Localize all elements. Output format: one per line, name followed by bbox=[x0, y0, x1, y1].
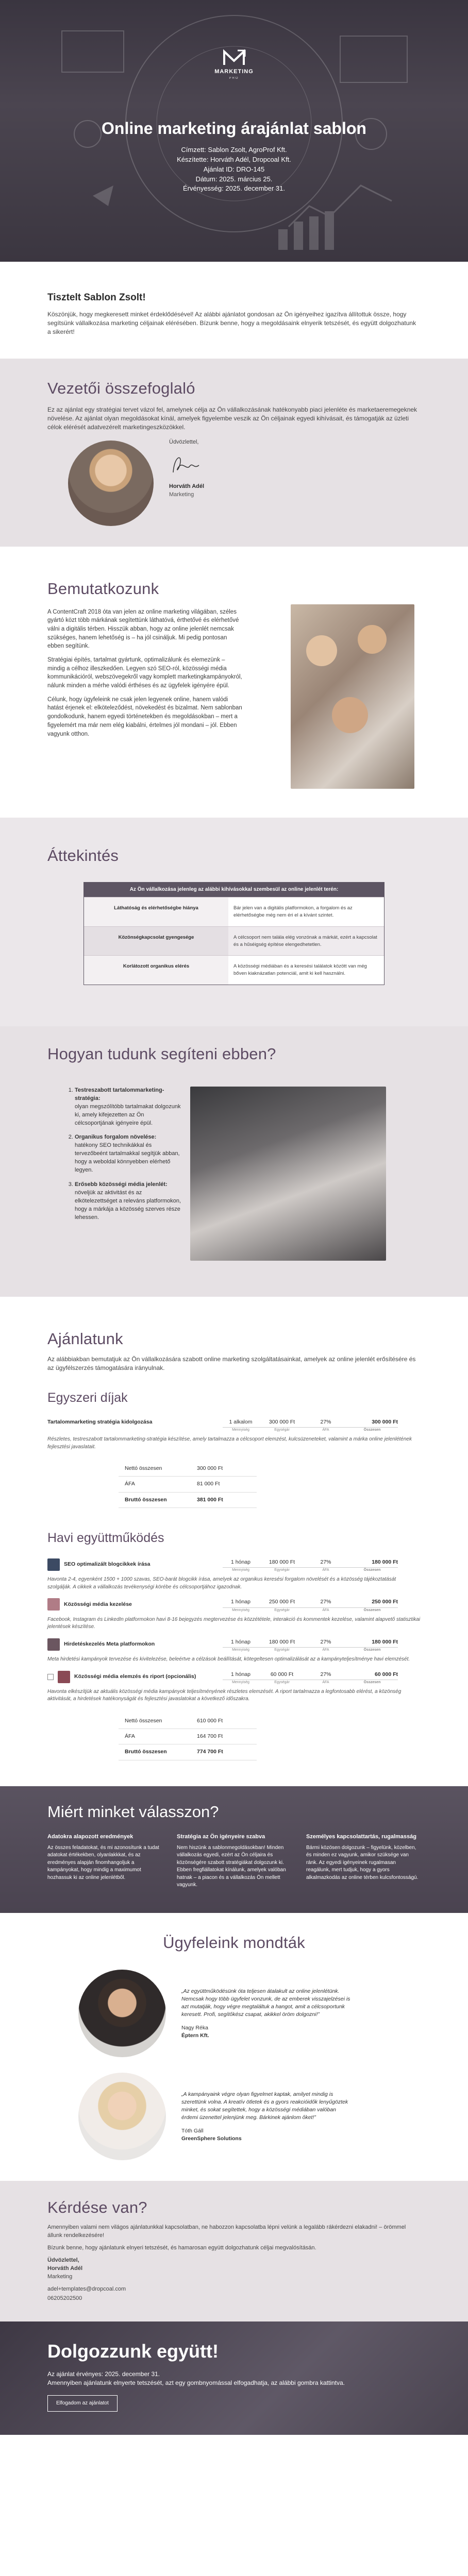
greeting-title: Tisztelt Sablon Zsolt! bbox=[47, 292, 146, 303]
item-vat: 27% bbox=[320, 1599, 331, 1605]
list-item bbox=[75, 1087, 184, 1128]
item-name: Közösségi média kezelése bbox=[64, 1601, 132, 1607]
logo-subtitle: PRO bbox=[229, 76, 239, 80]
item-desc: Meta hirdetési kampányok tervezése és kivitelezése, beleértve a célzások beállítását, kötegeltesen optimalizálását az a kampányteljesítménye havi elemzését. bbox=[47, 1656, 410, 1663]
vat-label: ÁFA bbox=[305, 1607, 346, 1613]
client-name: Tóth Gáll bbox=[181, 2127, 204, 2134]
item-desc: Havonta elkészítjük az aktuális közösségi média kampányok teljesítményének részletes elemzését. A riport tartalmazza a legfontosabb elérést, a közönség aktivitását, a hirdetések hatékonyságát és fejlesztési javaslatokat a következő időszakra. bbox=[47, 1688, 402, 1702]
item-total: 250 000 Ft bbox=[372, 1599, 398, 1605]
executive-summary bbox=[0, 359, 468, 547]
price-label: Egységár bbox=[259, 1680, 305, 1685]
item-qty: 1 hónap bbox=[231, 1638, 250, 1645]
totals-label: Bruttó összesen bbox=[125, 1496, 167, 1503]
testimonials-title: Ügyfeleink mondták bbox=[163, 1933, 305, 1952]
report-thumb-icon bbox=[58, 1671, 70, 1683]
row-key: Korlátozott organikus elérés bbox=[84, 956, 228, 985]
item-qty: 1 alkalom bbox=[229, 1418, 253, 1425]
totals-value: 610 000 Ft bbox=[197, 1717, 223, 1724]
item-text: hatékony SEO technikákkal és tervezőbeént tartalmakkal segítjük abban, hogy a weboldal könnyebben elérhető legyen. bbox=[75, 1142, 180, 1174]
totals-value: 381 000 Ft bbox=[197, 1496, 223, 1503]
closing-title: Dolgozzunk együtt! bbox=[47, 2340, 219, 2362]
help-title: Hogyan tudunk segíteni ebben? bbox=[47, 1044, 276, 1063]
offer-section bbox=[0, 1297, 468, 1786]
offer-intro: Az alábbiakban bemutatjuk az Ön vállalkozására szabott online marketing szolgáltatásainkat, amelyek az online jelenlét erősítésére és az ügyfélszerzés támogatására irányulnak. bbox=[47, 1355, 416, 1372]
total-label: Összesen bbox=[346, 1427, 398, 1433]
logo-title: MARKETING bbox=[214, 69, 254, 75]
why-title: Miért minket válasszon? bbox=[47, 1802, 219, 1821]
item-text: növeljük az aktivitást és az elkötelezettséget a releváns platformokon, hogy a márkája a közösség szerves része lehessen. bbox=[75, 1190, 181, 1221]
row-key: Láthatóság és elérhetőségbe hiánya bbox=[84, 897, 228, 926]
table-row bbox=[84, 926, 384, 956]
price-label: Egységár bbox=[259, 1567, 305, 1573]
one-time-title: Egyszeri díjak bbox=[47, 1390, 128, 1405]
company-logo bbox=[213, 48, 255, 81]
vat-label: ÁFA bbox=[305, 1680, 346, 1685]
total-label: Összesen bbox=[346, 1567, 398, 1573]
totals-value: 164 700 Ft bbox=[197, 1733, 223, 1740]
table-header: Az Ön vállalkozása jelenleg az alábbi kihívásokkal szembesül az online jelenlét terén: bbox=[84, 883, 384, 897]
hero-banner bbox=[0, 0, 468, 262]
item-price: 180 000 Ft bbox=[269, 1559, 295, 1566]
totals-label: ÁFA bbox=[125, 1733, 135, 1740]
regards-text: Üdvözlettel, bbox=[47, 2257, 79, 2264]
closing-validity: Az ajánlat érvényes: 2025. december 31. bbox=[47, 2370, 160, 2378]
testimonial bbox=[47, 2073, 421, 2160]
page-title: Online marketing árajánlat sablon bbox=[102, 119, 366, 138]
qty-label: Mennyiség bbox=[223, 1427, 259, 1433]
offer-title: Ajánlatunk bbox=[47, 1329, 123, 1348]
item-qty: 1 hónap bbox=[231, 1671, 250, 1677]
seo-thumb-icon bbox=[47, 1558, 60, 1571]
item-total: 180 000 Ft bbox=[372, 1638, 398, 1645]
qty-label: Mennyiség bbox=[223, 1647, 259, 1653]
item-price: 300 000 Ft bbox=[269, 1418, 295, 1425]
regards-text: Üdvözlettel, bbox=[169, 438, 199, 445]
client-name: Nagy Réka bbox=[181, 2024, 208, 2031]
totals-value: 774 700 Ft bbox=[197, 1749, 223, 1755]
contact-role: Marketing bbox=[47, 2274, 73, 2280]
list-item bbox=[75, 1133, 184, 1175]
item-vat: 27% bbox=[320, 1418, 331, 1425]
total-label: Összesen bbox=[346, 1680, 398, 1685]
closing-text: Amennyiben ajánlatunk elnyerte tetszését, azt egy gombnyomással elfogadhatja, az alábbi gombra kattintva. bbox=[47, 2379, 345, 2387]
contact-text: Amennyiben valami nem világos ajánlatunkkal kapcsolatban, ne habozzon kapcsolatba lépni velünk a legalább rákérdezni elakadni! – örömmel állunk rendelkezésére! bbox=[47, 2224, 406, 2239]
total-label: Összesen bbox=[346, 1607, 398, 1613]
list-item bbox=[75, 1181, 184, 1222]
vat-label: ÁFA bbox=[305, 1427, 346, 1433]
why-column bbox=[47, 1833, 162, 1889]
meta-id: Ajánlat ID: DRO-145 bbox=[203, 165, 265, 173]
price-label: Egységár bbox=[259, 1427, 305, 1433]
meta-author: Készítette: Horváth Adél, Dropcoal Kft. bbox=[177, 155, 291, 163]
desk-photo bbox=[190, 1087, 386, 1261]
line-item bbox=[47, 1636, 421, 1655]
item-name: SEO optimalizált blogcikkek írása bbox=[64, 1561, 151, 1568]
row-value: Bár jelen van a digitális platformokon, a forgalom és az elérhetőségbe még nem éri el a kívánt szintet. bbox=[228, 897, 384, 926]
item-text: olyan megszólítóbb tartalmakat dolgozunk ki, amely kifejezetten az Ön célcsoportjának igényeire épül. bbox=[75, 1103, 181, 1126]
accept-offer-button[interactable]: Elfogadom az ajánlatot bbox=[47, 2395, 118, 2412]
contact-email[interactable]: adel+templates@dropcoal.com bbox=[47, 2286, 126, 2292]
meta-recipient: Címzett: Sablon Zsolt, AgroProf Kft. bbox=[181, 146, 287, 154]
item-price: 250 000 Ft bbox=[269, 1599, 295, 1605]
item-desc: Havonta 2-4, egyenként 1500 + 1000 szavas, SEO-barát blogcikk írása, amelyek az organikus keresési forgalom növelését és a közösség tájékoztatását szolgálják. A cikkek a vállalkozás tevékenységi körébe és célcsoportjához igazodnak. bbox=[47, 1577, 396, 1590]
item-desc: Facebook, Instagram és LinkedIn platformokon havi 8-16 bejegyzés megtervezése és közzététele, interakció és kommentek kezelése, valamint alapvető statisztikai jelentések készítése. bbox=[47, 1616, 421, 1630]
contact-text: Bízunk benne, hogy ajánlatunk elnyeri tetszését, és hamarosan együtt dolgozhatunk céljai megvalósításán. bbox=[47, 2245, 316, 2251]
contact-signature bbox=[47, 2257, 421, 2281]
contact-section bbox=[0, 2181, 468, 2321]
item-name: Közösségi média elemzés és riport (opcionális) bbox=[74, 1673, 196, 1680]
contact-title: Kérdése van? bbox=[47, 2198, 147, 2217]
vat-label: ÁFA bbox=[305, 1567, 346, 1573]
totals-value: 300 000 Ft bbox=[197, 1465, 223, 1472]
one-time-totals bbox=[119, 1461, 257, 1508]
closing-section bbox=[0, 2321, 468, 2435]
item-qty: 1 hónap bbox=[231, 1599, 250, 1605]
item-name: Hirdetéskezelés Meta platformokon bbox=[64, 1641, 155, 1648]
qty-label: Mennyiség bbox=[223, 1680, 259, 1685]
item-vat: 27% bbox=[320, 1638, 331, 1645]
vat-label: ÁFA bbox=[305, 1647, 346, 1653]
testimonial bbox=[47, 1970, 421, 2057]
totals-label: Nettó összesen bbox=[125, 1465, 162, 1472]
item-price: 180 000 Ft bbox=[269, 1638, 295, 1645]
team-photo bbox=[291, 604, 414, 789]
summary-text: Ez az ajánlat egy stratégiai tervet vázol fel, amelynek célja az Ön vállalkozásának hatékonyabb piaci jelenléte és marketaeremegeknek növelése. Az ajánlat olyan megoldásokat kínál, amelyek figyelembe veszik az Ön céljainak egyedi kihívásait, és támogatják az üzleti célok elérését adatvezérelt marketingeszközökkel. bbox=[47, 405, 417, 431]
totals-label: Nettó összesen bbox=[125, 1717, 162, 1724]
summary-title: Vezetői összefoglaló bbox=[47, 379, 195, 397]
item-qty: 1 hónap bbox=[231, 1559, 250, 1566]
author-role: Marketing bbox=[169, 491, 194, 498]
item-name: Tartalommarketing stratégia kidolgozása bbox=[47, 1418, 153, 1425]
contact-name: Horváth Adél bbox=[47, 2265, 83, 2272]
why-us-section bbox=[0, 1786, 468, 1913]
ads-thumb-icon bbox=[47, 1638, 60, 1651]
column-text: Az összes feladatokat, és mi azonosítunk a tudat adatokat értékekben, olyanlakkkat, és az eredményes alapján finomhangoljuk a kampányokat, hogy mindig a maximumot hozhassuk ki az online jelenlétből. bbox=[47, 1844, 159, 1880]
logo-m-icon bbox=[222, 48, 246, 67]
author-avatar bbox=[68, 440, 154, 526]
client-company: Éptern Kft. bbox=[181, 2032, 209, 2039]
about-title: Bemutatkozunk bbox=[47, 579, 159, 598]
item-total: 180 000 Ft bbox=[372, 1559, 398, 1566]
line-item bbox=[47, 1669, 421, 1687]
contact-phone[interactable]: 06205202500 bbox=[47, 2295, 82, 2301]
overview-title: Áttekintés bbox=[47, 846, 119, 865]
line-item bbox=[47, 1416, 421, 1435]
overview-section bbox=[0, 818, 468, 1026]
about-paragraph: Stratégiai építés, tartalmat gyártunk, optimalizálunk és elemezünk – mindig a célhoz illeszkedően. Legyen szó SEO-ról, közösségi média kommunikációról, webszövegekről vagy komplett marketingkampányokról, nálunk minden a mérhe valódi érthéses és az ügyfelek igényére épül. bbox=[47, 657, 242, 689]
why-column bbox=[306, 1833, 421, 1889]
meta-validity: Érvényesség: 2025. december 31. bbox=[182, 184, 285, 193]
item-bold: 1. Testreszabott tartalommarketing-stratégia: bbox=[75, 1087, 164, 1101]
item-bold: 2. Organikus forgalom növelése: bbox=[75, 1134, 157, 1141]
greeting-text: Köszönjük, hogy megkeresett minket érdeklődésével! Az alábbi ajánlatot gondosan az Ön igényeihez igazítva állítottuk össze, hogy segítsünk vállalkozása marketing céljainak elérésében. Bízunk benne, hogy a megoldásaink elnyerik tetszését, és együtt dolgozhatunk a sikerért! bbox=[47, 310, 416, 336]
line-item bbox=[47, 1556, 421, 1575]
qty-label: Mennyiség bbox=[223, 1607, 259, 1613]
challenges-table bbox=[83, 882, 385, 985]
qty-label: Mennyiség bbox=[223, 1567, 259, 1573]
row-value: A célcsoport nem talála elég vonzónak a márkát, ezért a kapcsolat és a hűséigség építése elengedhetetlen. bbox=[228, 927, 384, 956]
optional-checkbox[interactable] bbox=[47, 1674, 54, 1680]
client-company: GreenSphere Solutions bbox=[181, 2135, 242, 2142]
item-vat: 27% bbox=[320, 1559, 331, 1566]
column-text: Nem hiszünk a sablonmegoldásokban! Minden vállalkozás egyedi, ezért az Ön céljaira és közönségére szabott stratégiákat dolgozunk ki. Ebben fregfiállatokat kínálunk, amelyek valóban hatnak – a piacon és a vállalkozás Ön mellett vagyunk. bbox=[177, 1844, 286, 1888]
proposal-meta bbox=[0, 145, 468, 194]
totals-label: Bruttó összesen bbox=[125, 1749, 167, 1755]
price-label: Egységár bbox=[259, 1607, 305, 1613]
item-bold: 3. Erősebb közösségi média jelenlét: bbox=[75, 1181, 168, 1188]
about-paragraph: Célunk, hogy ügyfeleink ne csak jelen legyenek online, hanem valódi hatást érjenek el: elköteleződést, növekedést és bizalmat. Nem sablonban gondolkodunk, hanem egyedi történetekben és megoldásokban – mert a figyelemért ma már nem elég kiabálni, értelmes jól mondani – jól. Ebben vagyunk otthon. bbox=[47, 696, 242, 737]
testimonials-section bbox=[0, 1913, 468, 2181]
table-row bbox=[84, 897, 384, 926]
item-vat: 27% bbox=[320, 1671, 331, 1677]
meta-date: Dátum: 2025. március 25. bbox=[195, 175, 273, 183]
client-avatar bbox=[78, 1970, 166, 2057]
total-label: Összesen bbox=[346, 1647, 398, 1653]
help-list bbox=[65, 1087, 184, 1261]
help-section bbox=[0, 1026, 468, 1297]
column-text: Bármi közösen dolgozunk – figyelünk, közelben, és minden ez vagyunk, amikor szüksége van ránk. Az egyedi igényeinek rugalmasan reagálunk, mert tudjuk, hogy a gyors alkalmazkodás az online térben kulcsfontosságú. bbox=[306, 1844, 419, 1880]
signature-block bbox=[169, 438, 205, 499]
social-thumb-icon bbox=[47, 1598, 60, 1611]
client-avatar bbox=[78, 2073, 166, 2160]
item-desc: Részletes, testreszabott tartalommarketing-stratégia készítése, amely tartalmazza a célcsoport elemzést, kulcsüzeneteket, valamint a márka online jelenlétének fejlesztési javaslatait. bbox=[47, 1436, 412, 1450]
column-title: Személyes kapcsolattartás, rugalmasság bbox=[306, 1833, 417, 1840]
monthly-totals bbox=[119, 1714, 257, 1760]
row-key: Közönségkapcsolat gyengesége bbox=[84, 927, 228, 956]
column-title: Adatokra alapozott eredmények bbox=[47, 1833, 133, 1840]
row-value: A közösségi médiában és a keresési találatok között van még bőven kiaknázatlan potenciál, amit ki kell használni. bbox=[228, 956, 384, 985]
item-price: 60 000 Ft bbox=[270, 1671, 294, 1677]
author-name: Horváth Adél bbox=[169, 483, 205, 489]
totals-value: 81 000 Ft bbox=[197, 1481, 220, 1487]
totals-label: ÁFA bbox=[125, 1481, 135, 1487]
about-section bbox=[0, 547, 468, 818]
quote-text: „Az együttműködésünk óta teljesen átalakult az online jelenlétünk. Nemcsak hogy több ügyfelet vonzunk, de az emberek visszajelzései is azt mutatják, hogy végre megtaláltuk a hangot, amit a célcsoportunk keresett. Profi, segítőkész csapat, akikkel öröm dolgozni!” bbox=[181, 1988, 350, 2018]
about-paragraph: A ContentCraft 2018 óta van jelen az online marketing világában, széles gyártó közt több márkának segítettünk láthatóvá, érthetővé és elérhetővé válni a digitális térben. Hisszük abban, hogy az online jelenlét nemcsak szükséges, hanem lehetőség is – ha jól csináljuk. Mi pedig pontosan ebben segítünk. bbox=[47, 608, 239, 650]
why-column bbox=[177, 1833, 291, 1889]
item-total: 60 000 Ft bbox=[375, 1671, 398, 1677]
item-total: 300 000 Ft bbox=[372, 1418, 398, 1425]
column-title: Stratégia az Ön igényeire szabva bbox=[177, 1833, 265, 1840]
price-label: Egységár bbox=[259, 1647, 305, 1653]
greeting-section bbox=[0, 262, 468, 359]
monthly-title: Havi együttműködés bbox=[47, 1530, 164, 1545]
table-row bbox=[84, 955, 384, 985]
line-item bbox=[47, 1596, 421, 1615]
quote-text: „A kampányaink végre olyan figyelmet kaptak, amilyet mindig is szerettünk volna. A kreatív ötletek és a gyors reakcióidők lenyűgöztek minket, és sokat segítettek, hogy a közösségi médiában valóban érdemi üzenettel jelenjünk meg. Bárkinek ajánlom őket!” bbox=[181, 2091, 348, 2121]
signature-icon bbox=[169, 452, 205, 478]
